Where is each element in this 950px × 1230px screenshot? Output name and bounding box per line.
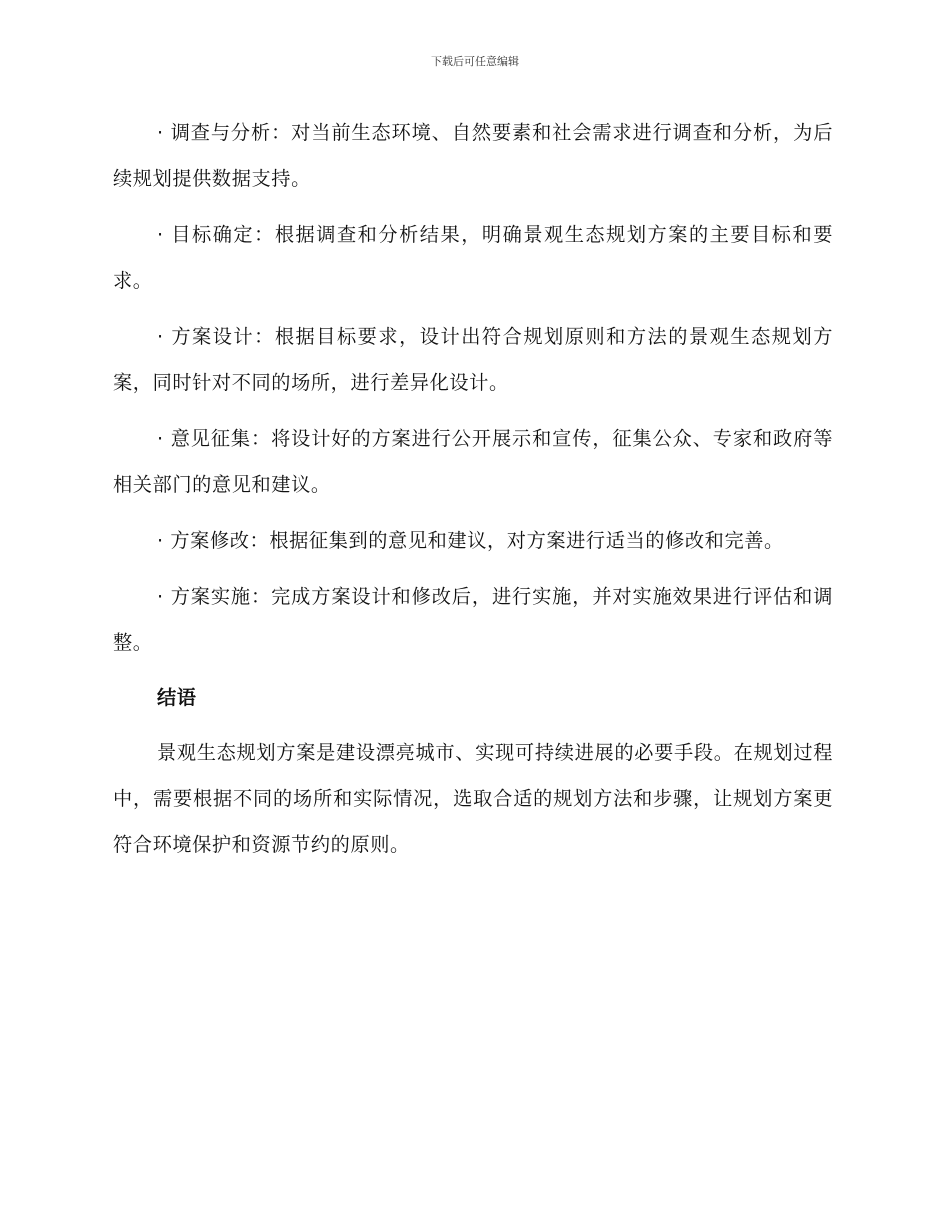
page-header-note: 下载后可任意编辑 [431, 55, 519, 68]
conclusion-paragraph: 景观生态规划方案是建设漂亮城市、实现可持续进展的必要手段。在规划过程中，需要根据不同的场所和实际情况，选取合适的规划方法和步骤，让规划方案更符合环境保护和资源节约的原则。 [113, 741, 833, 856]
document-body [113, 110, 833, 868]
step-plan-revision: · 方案修改：根据征集到的意见和建议，对方案进行适当的修改和完善。 [157, 529, 784, 552]
conclusion-heading: 结语 [157, 686, 197, 709]
step-plan-design: · 方案设计：根据目标要求，设计出符合规划原则和方法的景观生态规划方案，同时针对不同的场所，进行差异化设计。 [113, 325, 833, 394]
step-plan-implementation: · 方案实施：完成方案设计和修改后，进行实施，并对实施效果进行评估和调整。 [113, 585, 833, 654]
step-survey-analysis: · 调查与分析：对当前生态环境、自然要素和社会需求进行调查和分析，为后续规划提供数据支持。 [113, 121, 833, 190]
step-goal-setting: · 目标确定：根据调查和分析结果，明确景观生态规划方案的主要目标和要求。 [113, 223, 833, 292]
step-opinion-collection: · 意见征集：将设计好的方案进行公开展示和宣传，征集公众、专家和政府等相关部门的意见和建议。 [113, 427, 833, 496]
